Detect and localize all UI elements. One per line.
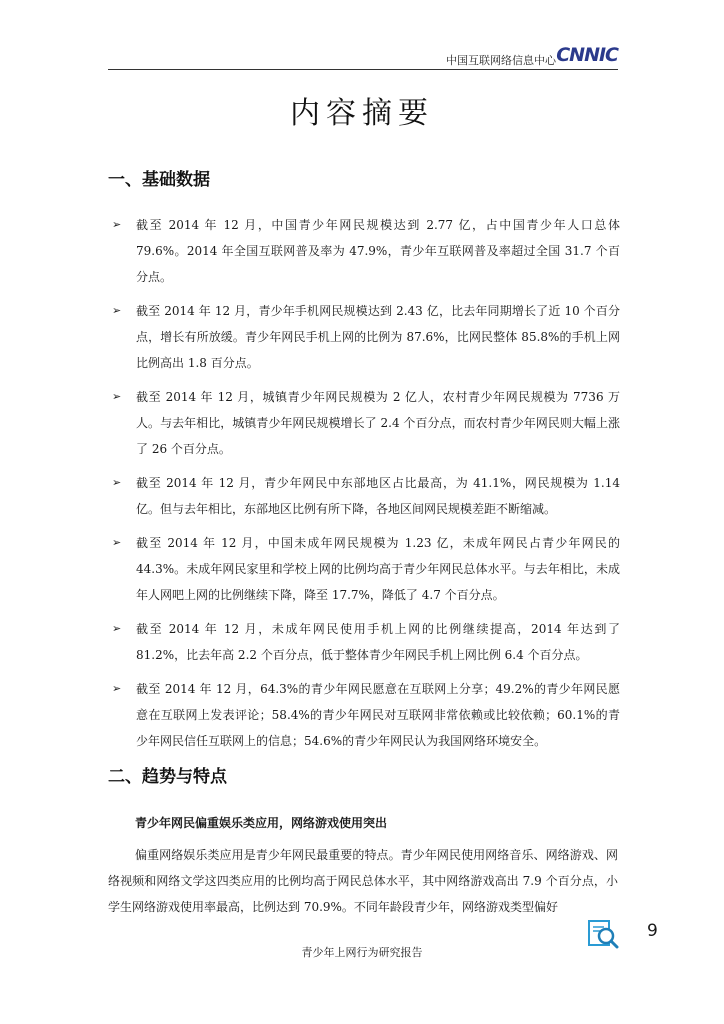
- arrow-bullet-icon: ➢: [112, 476, 122, 489]
- arrow-bullet-icon: ➢: [112, 304, 122, 317]
- footer-report-title: 青少年上网行为研究报告: [301, 946, 423, 959]
- subsection-heading: 青少年网民偏重娱乐类应用，网络游戏使用突出: [135, 816, 388, 830]
- arrow-bullet-icon: ➢: [112, 622, 122, 635]
- page-header: [108, 44, 618, 70]
- arrow-bullet-icon: ➢: [112, 218, 122, 231]
- arrow-bullet-icon: ➢: [112, 682, 122, 695]
- list-item: ➢ 截至 2014 年 12 月，中国青少年网民规模达到 2.77 亿，占中国青少年人口总体 79.6%。2014 年全国互联网普及率为 47.9%，青少年互联网普及率超过全国 31.7 个百分点。: [108, 212, 620, 290]
- page-number: 9: [647, 921, 658, 941]
- arrow-bullet-icon: ➢: [112, 390, 122, 403]
- list-item: ➢ 截至 2014 年 12 月，城镇青少年网民规模为 2 亿人，农村青少年网民规模为 7736 万人。与去年相比，城镇青少年网民规模增长了 2.4 个百分点，而农村青少年网民则大幅上涨了 26 个百分点。: [108, 384, 620, 462]
- section-heading-basic-data: 一、基础数据: [108, 170, 210, 190]
- list-item: ➢ 截至 2014 年 12 月，64.3%的青少年网民愿意在互联网上分享；49.2%的青少年网民愿意在互联网上发表评论；58.4%的青少年网民对互联网非常依赖或比较依赖；60.1%的青少年网民信任互联网上的信息；54.6%的青少年网民认为我国网络环境安全。: [108, 676, 620, 754]
- list-item: ➢ 截至 2014 年 12 月，青少年网民中东部地区占比最高，为 41.1%，网民规模为 1.14 亿。但与去年相比，东部地区比例有所下降，各地区间网民规模差距不断缩减。: [108, 470, 620, 522]
- section-heading-trends: 二、趋势与特点: [108, 767, 227, 787]
- cnnic-logo: CNNIC: [556, 44, 618, 66]
- list-item: ➢ 截至 2014 年 12 月，中国未成年网民规模为 1.23 亿，未成年网民占青少年网民的 44.3%。未成年网民家里和学校上网的比例均高于青少年网民总体水平。与去年相比，未成年人网吧上网的比例继续下降，降至 17.7%，降低了 4.7 个百分点。: [108, 530, 620, 608]
- header-divider: [108, 69, 618, 70]
- list-item: ➢ 截至 2014 年 12 月，未成年网民使用手机上网的比例继续提高，2014 年达到了 81.2%，比去年高 2.2 个百分点，低于整体青少年网民手机上网比例 6.4 个百分点。: [108, 616, 620, 668]
- bullet-list: [108, 212, 620, 762]
- body-paragraph: 偏重网络娱乐类应用是青少年网民最重要的特点。青少年网民使用网络音乐、网络游戏、网络视频和网络文学这四类应用的比例均高于网民总体水平，其中网络游戏高出 7.9 个百分点，小学生网络游戏使用率最高，比例达到 70.9%。不同年龄段青少年，网络游戏类型偏好: [108, 848, 618, 914]
- page-title: 内容摘要: [290, 96, 434, 131]
- list-item: ➢ 截至 2014 年 12 月，青少年手机网民规模达到 2.43 亿，比去年同期增长了近 10 个百分点，增长有所放缓。青少年网民手机上网的比例为 87.6%，比网民整体 85.8%的手机上网比例高出 1.8 百分点。: [108, 298, 620, 376]
- arrow-bullet-icon: ➢: [112, 536, 122, 549]
- org-name: 中国互联网络信息中心: [446, 54, 556, 67]
